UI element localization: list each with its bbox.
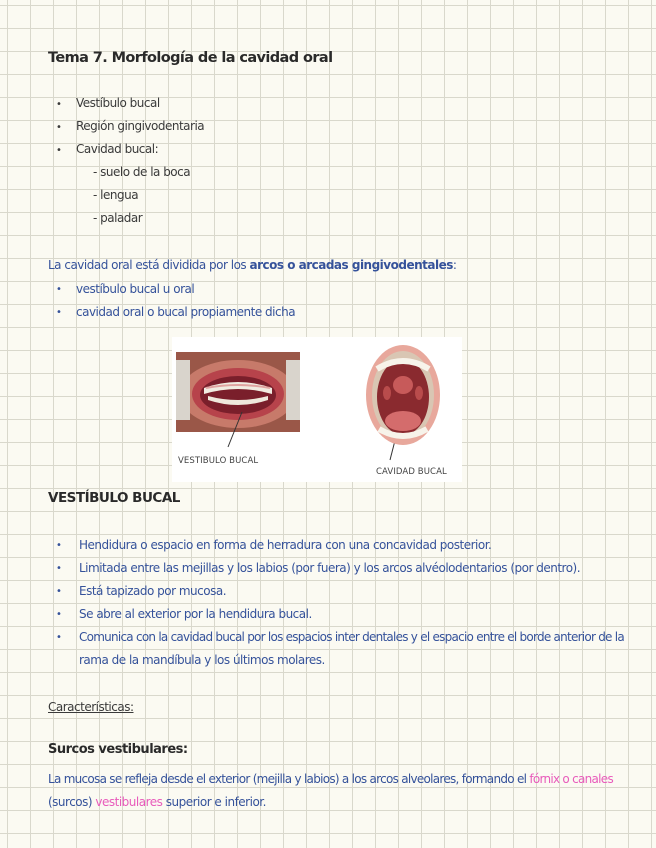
list-item: Comunica con la cavidad bucal por los espacios inter dentales y el espacio entre el borde anterior de la	[79, 630, 624, 644]
division-sentence	[48, 258, 456, 272]
bullet-icon: •	[56, 586, 62, 597]
sub-list-item: - paladar	[93, 211, 143, 225]
list-item: Se abre al exterior por la hendidura bucal.	[79, 607, 312, 621]
bullet-icon: •	[56, 540, 62, 551]
division-suffix: :	[452, 258, 457, 272]
highlight-term: vestibulares	[95, 795, 163, 809]
mouth-figure	[172, 337, 462, 482]
paragraph-line	[48, 772, 613, 786]
list-item: vestíbulo bucal u oral	[76, 282, 195, 296]
page-title: Tema 7. Morfología de la cavidad oral	[48, 50, 333, 66]
paragraph-text: La mucosa se refleja desde el exterior (mejilla y labios) a los arcos alveolares, formando el	[48, 772, 530, 786]
sub-list-item: - lengua	[93, 188, 139, 202]
paragraph-text: superior e inferior.	[162, 795, 266, 809]
bullet-icon: •	[56, 609, 62, 620]
bullet-icon: •	[56, 284, 62, 295]
paragraph-text: (surcos)	[48, 795, 96, 809]
section-heading: VESTÍBULO BUCAL	[48, 490, 180, 506]
sub-list-item: - suelo de la boca	[93, 165, 191, 179]
division-emphasis: arcos o arcadas gingivodentales	[249, 258, 453, 272]
bullet-icon: •	[56, 563, 62, 574]
highlight-term: fórnix o canales	[529, 772, 613, 786]
list-item: cavidad oral o bucal propiamente dicha	[76, 305, 296, 319]
bullet-icon: •	[56, 99, 62, 110]
list-item: Vestíbulo bucal	[76, 96, 160, 110]
list-item-continuation: rama de la mandíbula y los últimos molares.	[79, 653, 325, 667]
characteristics-heading: Características:	[48, 700, 134, 714]
list-item: Limitada entre las mejillas y los labios (por fuera) y los arcos alvéolodentarios (por dentro).	[79, 561, 581, 575]
list-item: Hendidura o espacio en forma de herradura con una concavidad posterior.	[79, 538, 492, 552]
bullet-icon: •	[56, 122, 62, 133]
bullet-icon: •	[56, 632, 62, 643]
bullet-icon: •	[56, 145, 62, 156]
division-prefix: La cavidad oral está dividida por los	[48, 258, 250, 272]
list-item: Está tapizado por mucosa.	[79, 584, 227, 598]
cavity-label: CAVIDAD BUCAL	[376, 467, 447, 477]
vestibule-label: VESTIBULO BUCAL	[178, 456, 259, 466]
list-item: Cavidad bucal:	[76, 142, 159, 156]
list-item: Región gingivodentaria	[76, 119, 205, 133]
subheading: Surcos vestibulares:	[48, 742, 188, 757]
paragraph-line	[48, 795, 266, 809]
bullet-icon: •	[56, 307, 62, 318]
